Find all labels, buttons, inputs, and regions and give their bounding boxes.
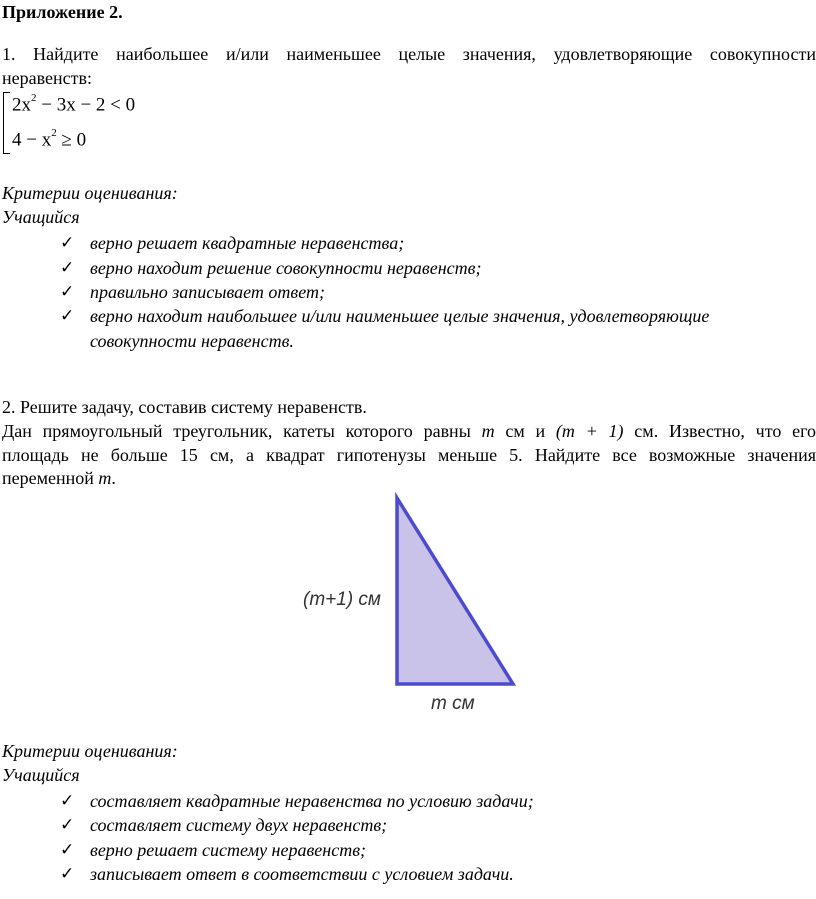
criteria2-item: ✓ составляет систему двух неравенств;: [60, 815, 388, 835]
vertical-leg-label: (m+1) см: [303, 589, 381, 610]
task2-text-line2: Дан прямоугольный треугольник, катеты которого равны m см и (m + 1) см. Известно, что его: [2, 421, 816, 441]
var-m: m: [481, 421, 495, 441]
criteria1-item: ✓ верно решает квадратные неравенства;: [60, 233, 405, 253]
criteria2-heading: Критерии оценивания:: [2, 741, 178, 761]
checkmark-icon: ✓: [60, 233, 75, 253]
task2-text-line4: переменной m.: [2, 468, 116, 488]
criteria2-item: ✓ составляет квадратные неравенства по условию задачи;: [60, 791, 534, 811]
task2-text-line3: площадь не больше 15 см, а квадрат гипотенузы меньше 5. Найдите все возможные значения: [2, 445, 816, 465]
var-m: m: [98, 468, 112, 488]
checkmark-icon: ✓: [60, 306, 75, 326]
criteria2-item: ✓ записывает ответ в соответствии с условием задачи.: [60, 864, 514, 884]
ineq2-rest: ≥ 0: [56, 129, 87, 151]
expr-m-plus-1: (m + 1): [555, 421, 624, 441]
checkmark-icon: ✓: [60, 791, 75, 811]
ineq1-lhs: 2x: [12, 94, 31, 116]
page-title: Приложение 2.: [2, 2, 123, 22]
horizontal-leg-label: m см: [431, 693, 475, 714]
task1-text-line1: 1. Найдите наибольшее и/или наименьшее целые значения, удовлетворяющие совокупности: [2, 44, 816, 64]
checkmark-icon: ✓: [60, 258, 75, 278]
criteria1-item: ✓ верно находит наибольшее и/или наименьшее целые значения, удовлетворяющие: [60, 306, 710, 326]
ineq1-exponent: 2: [31, 92, 37, 104]
checkmark-icon: ✓: [60, 815, 75, 835]
ineq2-exponent: 2: [51, 127, 57, 139]
checkmark-icon: ✓: [60, 282, 75, 302]
criteria2-item: ✓ верно решает систему неравенств;: [60, 840, 367, 860]
criteria1-heading: Критерии оценивания:: [2, 183, 178, 203]
criteria2-student: Учащийся: [2, 765, 80, 785]
ineq2-lhs: 4 − x: [12, 129, 52, 151]
checkmark-icon: ✓: [60, 840, 75, 860]
criteria1-item-continuation: совокупности неравенств.: [90, 331, 294, 351]
criteria1-student: Учащийся: [2, 207, 80, 227]
criteria1-item: ✓ верно находит решение совокупности неравенств;: [60, 258, 482, 278]
checkmark-icon: ✓: [60, 864, 75, 884]
right-triangle: [397, 498, 513, 684]
task1-text-line2: неравенств:: [2, 68, 92, 88]
criteria1-item: ✓ правильно записывает ответ;: [60, 282, 325, 302]
task2-heading: 2. Решите задачу, составив систему неравенств.: [2, 397, 367, 417]
ineq1-rest: − 3x − 2 < 0: [36, 94, 136, 116]
